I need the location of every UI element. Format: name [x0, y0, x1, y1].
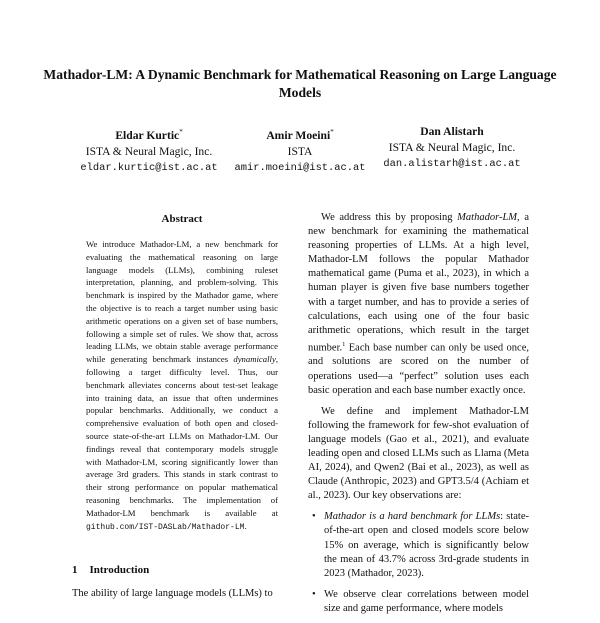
list-item	[324, 588, 529, 616]
author-1-mark: *	[179, 128, 183, 136]
p1-text-c: Each base number can only be used once, and solutions are scored on the number of operations used—a “perfect” solution uses each basic operation and each base number exactly once.	[308, 342, 529, 396]
p1-emphasis: Mathador-LM	[457, 212, 518, 223]
right-column	[308, 211, 529, 623]
abstract-text	[86, 238, 278, 534]
abstract-text-1: We introduce Mathador-LM, a new benchmark for evaluating the mathematical reasoning on large language models (LLMs), combining ruleset interpretation, planning, and problem-solving. This benchmark is inspired by the Mathador game, where the objective is to reach a target number using basic arithmetic operations on a given set of base numbers, following a simple set of rules. We show that, across leading LLMs, we obtain stable average performance while generating benchmark instances	[86, 239, 278, 365]
section-heading	[72, 563, 149, 577]
abstract-text-3: .	[244, 520, 247, 531]
p1-text-b: , a new benchmark for examining the mathematical reasoning properties of LLMs. At a high level, Mathador-LM follows the popular Mathador mathematical game (Puma et al., 2023), in which a human player is given five base numbers together with a target number, and has to provide a series of calculations, each using one of the four basic arithmetic operations, which result in the target number.	[308, 212, 529, 354]
p1-text-a: We address this by proposing	[321, 212, 458, 223]
abstract-emphasis: dynamically	[233, 354, 276, 365]
author-3-name: Dan Alistarh	[420, 125, 484, 138]
author-3	[362, 124, 542, 172]
author-2-affiliation: ISTA	[287, 144, 313, 158]
paper-title: Mathador-LM: A Dynamic Benchmark for Mathematical Reasoning on Large Language Models	[43, 67, 557, 100]
author-1-name: Eldar Kurtic	[115, 128, 180, 142]
bullet-1-text: : state-of-the-art open and closed models score below 15% on average, which is significantly below the mean of 43.7% across 3rd-grade students in 2023 (Mathador, 2023).	[324, 511, 530, 579]
section-number: 1	[72, 564, 78, 576]
bullet-1-emphasis: Mathador is a hard benchmark for LLMs	[324, 511, 501, 523]
paragraph-1	[308, 211, 529, 398]
author-1-affiliation: ISTA & Neural Magic, Inc.	[85, 144, 213, 158]
list-item	[324, 510, 529, 580]
repo-link[interactable]: github.com/IST-DASLab/Mathador-LM	[86, 522, 245, 532]
observations-list	[308, 510, 529, 616]
abstract-text-2: , following a target difficulty level. Thus, our benchmark alleviates concerns about test-set leakage into training data, an issue that often undermines popular benchmarks. Additionally, we conduct a comprehensive evaluation of both open and closed-source state-of-the-art LLMs on Mathador-LM. Our findings reveal that contemporary models struggle with Mathador-LM, scoring significantly lower than average 3rd graders. This stands in stark contrast to their strong performance on popular mathematical reasoning benchmarks. The implementation of Mathador-LM benchmark is available at	[86, 354, 278, 518]
footnote-marker[interactable]: 1	[342, 340, 346, 348]
intro-first-line: The ability of large language models (LLMs) to	[72, 588, 273, 599]
author-block	[0, 124, 600, 174]
author-2-mark: *	[330, 128, 334, 136]
author-3-email: dan.alistarh@ist.ac.at	[383, 158, 521, 170]
bullet-2-text: We observe clear correlations between model size and game performance, where models	[324, 588, 529, 614]
abstract-heading: Abstract	[161, 213, 203, 225]
paragraph-2: We define and implement Mathador-LM following the framework for few-shot evaluation of language models (Gao et al., 2021), and evaluate leading open and closed LLMs such as Llama (Meta AI, 2024), and Qwen2 (Bai et al., 2023), as well as Claude (Anthropic, 2023) and GPT3.5/4 (Achiam et al., 2023). Our key observations are:	[308, 405, 529, 502]
section-title: Introduction	[89, 564, 150, 576]
author-2-email: amir.moeini@ist.ac.at	[234, 161, 366, 174]
author-2-name: Amir Moeini	[266, 128, 331, 142]
author-1-email: eldar.kurtic@ist.ac.at	[80, 161, 218, 174]
author-3-affiliation: ISTA & Neural Magic, Inc.	[388, 141, 516, 154]
